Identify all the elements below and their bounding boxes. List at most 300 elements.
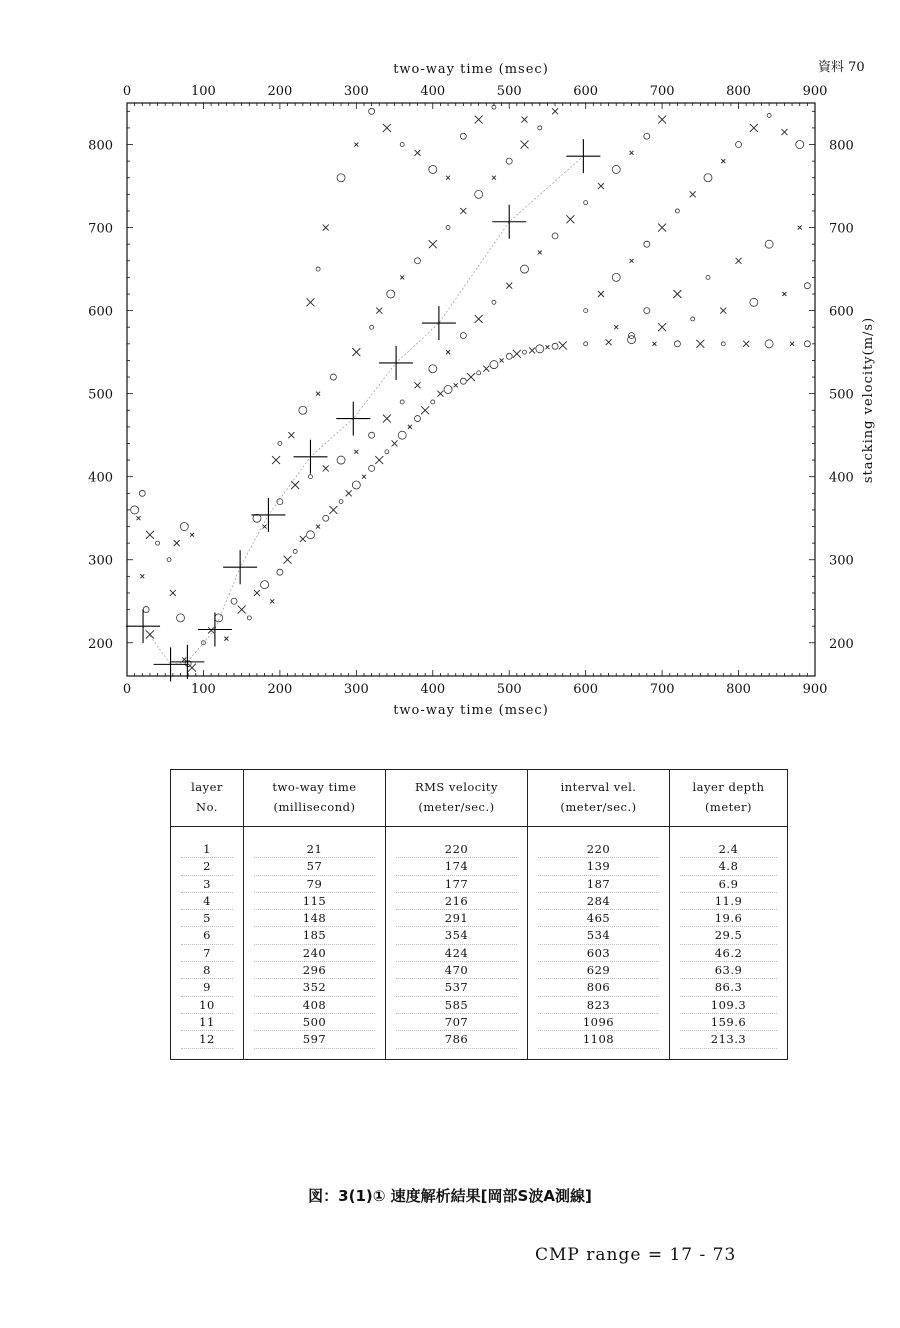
x-tick-label: 900 [802,682,828,697]
semblance-pick-x [288,432,294,438]
table-cell: 534 [538,927,659,944]
column-interval-vel [528,827,670,1060]
semblance-pick-o [706,275,710,279]
velocity-pick-plus [422,306,456,340]
x-tick-label: 400 [420,84,446,99]
semblance-pick-o [299,406,307,414]
x-axis-label-top: two-way time (msec) [393,62,549,77]
header-line: two-way time [272,780,357,794]
semblance-pick-o [523,350,527,354]
semblance-pick-x [658,116,666,124]
semblance-pick-x [483,366,489,372]
semblance-pick-x [376,308,382,314]
table-cell: 11 [181,1014,233,1031]
semblance-pick-o [704,174,712,182]
semblance-pick-x [720,308,726,314]
semblance-pick-o [460,333,466,339]
semblance-pick-o [400,143,404,147]
semblance-pick-o [337,174,345,182]
semblance-pick-o [323,515,329,521]
semblance-pick-o [750,298,758,306]
plot-frame [127,103,815,676]
semblance-pick-o [293,549,297,553]
semblance-pick-x [790,342,794,346]
table-cell: 109.3 [680,997,777,1014]
velocity-trend-line [143,156,583,664]
y-tick-label: 800 [829,138,854,154]
semblance-pick-x [475,315,483,323]
semblance-pick-x [598,291,604,297]
y-axis-label-right: stacking velocity(m/s) [861,316,876,484]
x-tick-label: 500 [496,682,522,697]
velocity-pick-plus [336,402,370,436]
table-cell: 4.8 [680,858,777,875]
cmp-range-text: CMP range = 17 - 73 [535,1245,737,1265]
semblance-pick-o [804,341,810,347]
x-tick-label: 700 [649,84,675,99]
column-rms-velocity [386,827,528,1060]
table-cell: 187 [538,876,659,893]
semblance-pick-x [446,176,450,180]
semblance-pick-x [429,240,437,248]
table-cell: 2.4 [680,841,777,858]
semblance-pick-o [765,240,773,248]
semblance-pick-o [308,475,312,479]
header-line: RMS velocity [414,780,499,794]
table-cell: 537 [396,979,517,996]
semblance-pick-o [612,165,620,173]
table-cell: 597 [254,1031,375,1048]
semblance-pick-x [190,533,194,537]
table-body-row [171,827,788,1060]
semblance-pick-o [385,450,389,454]
header-interval-vel [528,770,670,827]
semblance-pick-o [316,267,320,271]
x-tick-label: 0 [122,84,132,99]
table-header-row [171,770,788,827]
semblance-pick-x [437,391,443,397]
semblance-pick-x [400,275,404,279]
header-two-way-time [244,770,386,827]
velocity-pick-plus [170,645,204,679]
table-cell: 159.6 [680,1014,777,1031]
semblance-pick-x [559,341,567,349]
x-tick-label: 900 [802,84,828,99]
semblance-pick-o [721,342,725,346]
table-cell: 4 [181,893,233,910]
header-layer-no [171,770,244,827]
semblance-pick-o [446,226,450,230]
semblance-pick-o [414,258,420,264]
table-cell: 786 [396,1031,517,1048]
figure-caption: 図：3(1)① 速度解析結果[岡部S波A測線] [308,1187,592,1205]
semblance-pick-x [614,325,618,329]
table-cell: 707 [396,1014,517,1031]
header-rms-velocity [386,770,528,827]
semblance-pick-x [460,208,466,214]
x-tick-label: 300 [343,682,369,697]
semblance-pick-x [475,116,483,124]
y-tick-label: 400 [88,470,113,486]
semblance-pick-o [370,325,374,329]
semblance-pick-x [598,183,604,189]
velocity-pick-plus [492,205,526,239]
header-line: interval vel. [560,780,637,794]
semblance-pick-o [691,317,695,321]
table-cell: 1108 [538,1031,659,1048]
semblance-pick-o [330,374,336,380]
semblance-pick-o [767,113,771,117]
semblance-pick-x [362,475,366,479]
semblance-pick-x [188,664,196,672]
semblance-pick-x [383,415,391,423]
table-cell: 21 [254,841,375,858]
table-cell: 220 [396,841,517,858]
semblance-pick-x [383,124,391,132]
semblance-pick-x [182,657,186,661]
table-cell: 470 [396,962,517,979]
semblance-pick-x [750,124,758,132]
x-tick-label: 300 [343,84,369,99]
table-cell: 9 [181,979,233,996]
semblance-pick-x [352,348,360,356]
header-line: (millisecond) [273,800,356,814]
semblance-pick-x [421,406,429,414]
header-line: (meter) [704,800,753,814]
velocity-trend [143,156,583,664]
semblance-pick-x [467,373,475,381]
semblance-pick-o [765,340,773,348]
semblance-pick-x [408,425,412,429]
table-cell: 79 [254,876,375,893]
x-tick-label: 800 [726,84,751,99]
table-cell: 806 [538,979,659,996]
velocity-pick-plus [293,440,327,474]
header-line: (meter/sec.) [418,800,495,814]
semblance-pick-x [658,323,666,331]
semblance-pick-o [536,345,544,353]
x-tick-label: 0 [122,682,132,697]
table-cell: 57 [254,858,375,875]
semblance-pick-x [690,191,696,197]
semblance-pick-x [538,250,542,254]
semblance-pick-x [696,340,704,348]
semblance-pick-x [208,627,214,633]
semblance-pick-o [167,558,171,562]
semblance-pick-x [446,350,450,354]
header-layer-depth [670,770,788,827]
table-cell: 1096 [538,1014,659,1031]
table-cell: 408 [254,997,375,1014]
semblance-pick-o [414,416,420,422]
semblance-pick-x [454,383,458,387]
semblance-pick-o [521,265,529,273]
semblance-pick-o [352,481,360,489]
x-tick-label: 800 [726,682,751,697]
x-tick-label: 500 [496,84,522,99]
semblance-pick-o [644,241,650,247]
semblance-pick-x [323,465,329,471]
semblance-pick-o [736,142,742,148]
semblance-pick-o [139,490,145,496]
semblance-pick-o [337,456,345,464]
semblance-pick-x [782,292,786,296]
semblance-pick-x [414,150,420,156]
semblance-pick-x [630,259,634,263]
semblance-pick-o [387,290,395,298]
y-tick-label: 500 [829,387,854,403]
semblance-pick-o [490,361,498,369]
table-cell: 5 [181,910,233,927]
semblance-pick-o [398,431,406,439]
table-cell: 177 [396,876,517,893]
semblance-pick-o [277,569,283,575]
semblance-pick-x [798,226,802,230]
semblance-pick-o [612,273,620,281]
table-cell: 11.9 [680,893,777,910]
y-tick-label: 500 [88,387,113,403]
semblance-pick-o [492,300,496,304]
velocity-picks-series [126,139,600,681]
x-tick-label: 700 [649,682,675,697]
semblance-pick-x [146,630,154,638]
semblance-pick-x [346,490,352,496]
semblance-pick-x [492,176,496,180]
semblance-pick-o [584,342,588,346]
semblance-pick-x [329,506,337,514]
semblance-pick-x [136,516,140,520]
semblance-pick-x [316,525,320,529]
y-tick-label: 700 [829,221,854,237]
table-cell: 6 [181,927,233,944]
semblance-pick-x [513,350,521,358]
table-cell: 139 [538,858,659,875]
page-label: 資料 70 [818,60,865,75]
semblance-pick-o [796,141,804,149]
velocity-pick-plus [566,139,600,173]
table-cell: 500 [254,1014,375,1031]
table-cell: 29.5 [680,927,777,944]
table-cell: 585 [396,997,517,1014]
semblance-pick-o [644,308,650,314]
semblance-pick-o [306,531,314,539]
plot-frame-group [127,103,815,676]
y-tick-label: 600 [829,304,854,320]
y-tick-label: 300 [88,553,113,569]
semblance-pick-o [261,581,269,589]
semblance-pick-x [673,290,681,298]
y-tick-label: 400 [829,470,854,486]
y-tick-label: 200 [829,636,854,652]
table-cell: 465 [538,910,659,927]
semblance-pick-x [552,108,558,114]
velocity-table [170,769,788,1060]
semblance-pick-o [584,309,588,313]
semblance-pick-x [272,456,280,464]
semblance-pick-x [238,606,246,614]
table-cell: 213.3 [680,1031,777,1048]
table-cell: 352 [254,979,375,996]
velocity-pick-plus [126,609,160,643]
semblance-pick-o [429,165,437,173]
semblance-pick-x [392,440,398,446]
semblance-pick-x [566,215,574,223]
velocity-pick-plus [251,498,285,532]
semblance-pick-o [247,616,251,620]
header-line: layer [191,780,223,794]
semblance-pick-o [177,614,185,622]
semblance-pick-o [143,607,149,613]
semblance-pick-o [339,500,343,504]
semblance-pick-x [414,382,420,388]
semblance-pick-o [674,341,680,347]
y-tick-label: 200 [88,636,113,652]
table-cell: 603 [538,945,659,962]
table-cell: 86.3 [680,979,777,996]
table-cell: 148 [254,910,375,927]
semblance-pick-x [630,151,634,155]
table-cell: 7 [181,945,233,962]
semblance-pick-x [521,141,529,149]
table-cell: 1 [181,841,233,858]
semblance-pick-o [477,371,481,375]
semblance-pick-x [721,159,725,163]
semblance-pick-x [736,258,742,264]
semblance-pick-o [131,506,139,514]
semblance-pick-x [781,129,787,135]
semblance-pick-o [369,432,375,438]
table-cell: 220 [538,841,659,858]
y-tick-label: 300 [829,553,854,569]
table-cell: 823 [538,997,659,1014]
semblance-pick-x [270,599,274,603]
velocity-pick-plus [379,346,413,380]
header-line: layer depth [692,780,765,794]
table-cell: 12 [181,1031,233,1048]
semblance-pick-x [375,456,383,464]
semblance-pick-o [475,190,483,198]
semblance-pick-x [652,342,656,346]
semblance-picks [131,105,811,672]
semblance-pick-x [170,590,176,596]
y-tick-label: 600 [88,304,113,320]
y-tick-label: 800 [88,138,113,154]
x-tick-label: 400 [420,682,446,697]
table-cell: 291 [396,910,517,927]
x-axis-label-bottom: two-way time (msec) [393,703,549,718]
semblance-pick-x [506,283,512,289]
semblance-pick-o [180,523,188,531]
velocity-pick-plus [198,612,232,646]
column-two-way-time [244,827,386,1060]
semblance-pick-x [146,531,154,539]
semblance-pick-o [231,598,237,604]
semblance-pick-o [444,386,452,394]
column-layer-depth [670,827,788,1060]
table-cell: 115 [254,893,375,910]
header-line: (meter/sec.) [560,800,637,814]
semblance-pick-x [354,143,358,147]
semblance-pick-x [306,298,314,306]
table-cell: 63.9 [680,962,777,979]
table-cell: 2 [181,858,233,875]
table-cell: 6.9 [680,876,777,893]
x-tick-label: 100 [191,84,216,99]
semblance-pick-x [529,347,535,353]
table-cell: 240 [254,945,375,962]
semblance-pick-x [658,224,666,232]
table-cell: 174 [396,858,517,875]
semblance-pick-x [140,574,144,578]
table-cell: 8 [181,962,233,979]
table-cell: 46.2 [680,945,777,962]
semblance-pick-x [545,345,549,349]
header-line: No. [196,800,218,814]
semblance-pick-o [460,133,466,139]
semblance-pick-o [369,108,375,114]
semblance-pick-o [804,283,810,289]
semblance-pick-o [506,158,512,164]
x-tick-label: 100 [191,682,216,697]
semblance-pick-x [174,540,180,546]
semblance-pick-o [552,233,558,239]
table-cell: 284 [538,893,659,910]
table-cell: 10 [181,997,233,1014]
semblance-pick-x [284,556,292,564]
table-cell: 354 [396,927,517,944]
semblance-pick-x [522,117,528,123]
semblance-pick-o [644,133,650,139]
semblance-pick-x [323,225,329,231]
x-tick-label: 200 [267,84,293,99]
table-cell: 216 [396,893,517,910]
semblance-pick-x [500,358,504,362]
table-cell: 296 [254,962,375,979]
table-cell: 629 [538,962,659,979]
semblance-pick-x [606,339,612,345]
semblance-pick-o [460,378,466,384]
x-tick-label: 200 [267,682,293,697]
axis-ticks [88,84,854,697]
semblance-pick-x [316,392,320,396]
semblance-pick-o [431,400,435,404]
semblance-pick-x [354,450,358,454]
semblance-pick-x [743,341,749,347]
semblance-pick-o [400,400,404,404]
x-tick-label: 600 [573,682,599,697]
semblance-pick-o [369,465,375,471]
table-cell: 19.6 [680,910,777,927]
semblance-pick-o [552,343,558,349]
semblance-pick-x [224,637,228,641]
x-tick-label: 600 [573,84,599,99]
semblance-pick-o [538,126,542,130]
y-tick-label: 700 [88,221,113,237]
semblance-pick-o [506,353,512,359]
column-layer-no [171,827,244,1060]
table-cell: 3 [181,876,233,893]
velocity-pick-plus [223,550,257,584]
semblance-pick-x [300,536,306,542]
table-cell: 185 [254,927,375,944]
semblance-pick-o [156,541,160,545]
semblance-pick-o [584,201,588,205]
semblance-pick-o [675,209,679,213]
semblance-pick-x [254,590,260,596]
semblance-pick-o [429,365,437,373]
table-cell: 424 [396,945,517,962]
semblance-pick-o [278,441,282,445]
